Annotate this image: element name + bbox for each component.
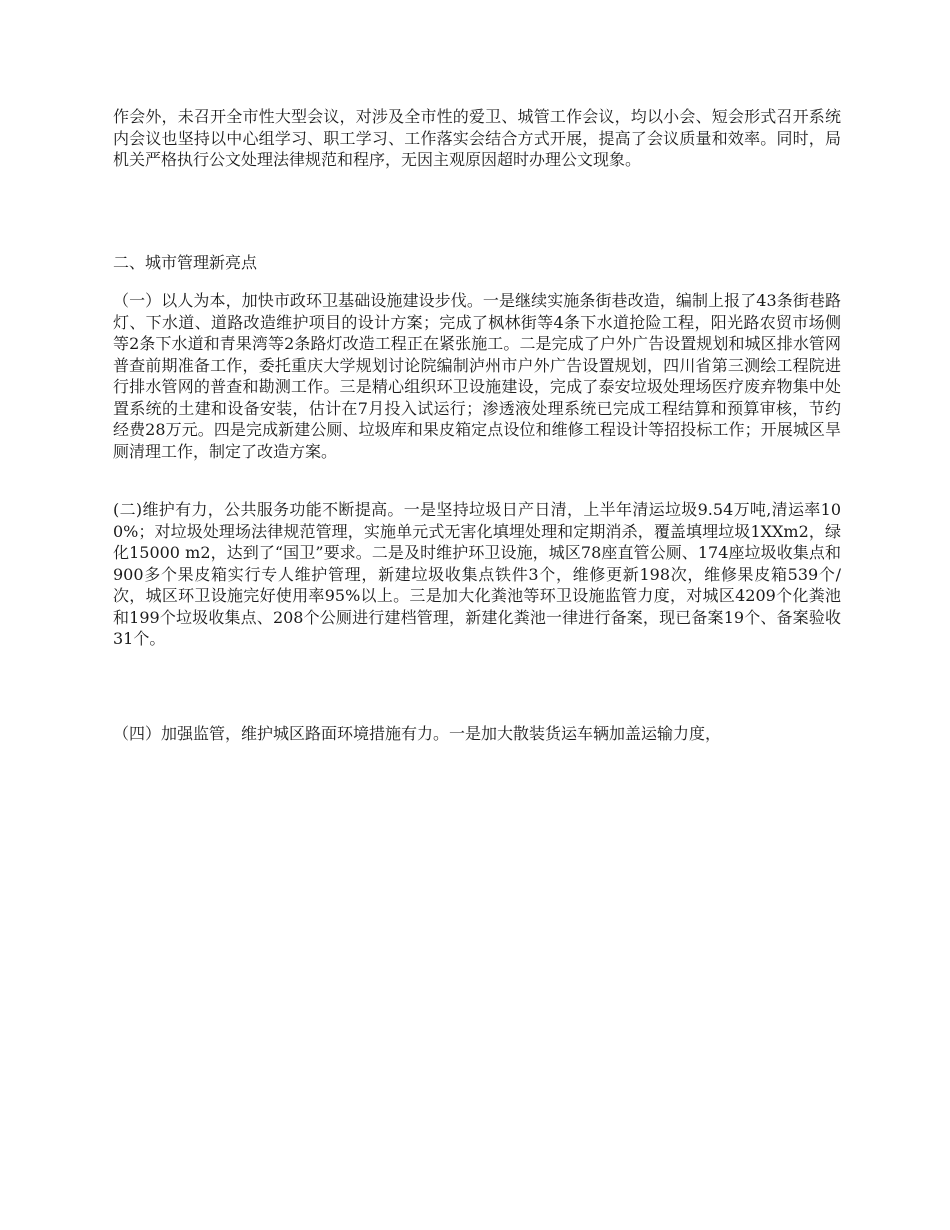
item-two-paragraph: (二)维护有力，公共服务功能不断提高。一是坚持垃圾日产日清，上半年清运垃圾9.54万吨,清运率100%；对垃圾处理场法律规范管理，实施单元式无害化填埋处理和定期消杀，覆盖填埋垃圾1XXm2，绿化15000 m2，达到了“国卫”要求。二是及时维护环卫设施，城区78座直管公厕、174座垃圾收集点和900多个果皮箱实行专人维护管理，新建垃圾收集点铁件3个，维修更新198次，维修果皮箱539个/次，城区环卫设施完好使用率95%以上。三是加大化粪池等环卫设施监管力度，对城区4209个化粪池和199个垃圾收集点、208个公厕进行建档管理，新建化粪池一律进行备案，现已备案19个、备案验收31个。: [113, 500, 841, 648]
intro-paragraph: 作会外，未召开全市性大型会议，对涉及全市性的爱卫、城管工作会议，均以小会、短会形式召开系统内会议也坚持以中心组学习、职工学习、工作落实会结合方式开展，提高了会议质量和效率。同时，局机关严格执行公文处理法律规范和程序，无因主观原因超时办理公文现象。: [113, 107, 841, 169]
item-four-paragraph: （四）加强监管，维护城区路面环境措施有力。一是加大散装货运车辆加盖运输力度，: [113, 724, 722, 743]
section-heading: 二、城市管理新亮点: [113, 253, 258, 272]
item-one-paragraph: （一）以人为本，加快市政环卫基础设施建设步伐。一是继续实施条街巷改造，编制上报了43条街巷路灯、下水道、道路改造维护项目的设计方案；完成了枫林街等4条下水道抢险工程，阳光路农贸市场侧等2条下水道和青果湾等2条路灯改造工程正在紧张施工。二是完成了户外广告设置规划和城区排水管网普查前期准备工作，委托重庆大学规划讨论院编制泸州市户外广告设置规划，四川省第三测绘工程院进行排水管网的普查和勘测工作。三是精心组织环卫设施建设，完成了泰安垃圾处理场医疗废弃物集中处置系统的土建和设备安装，估计在7月投入试运行；渗透液处理系统已完成工程结算和预算审核，节约经费28万元。四是完成新建公厕、垃圾库和果皮箱定点设位和维修工程设计等招投标工作；开展城区旱厕清理工作，制定了改造方案。: [113, 291, 841, 461]
